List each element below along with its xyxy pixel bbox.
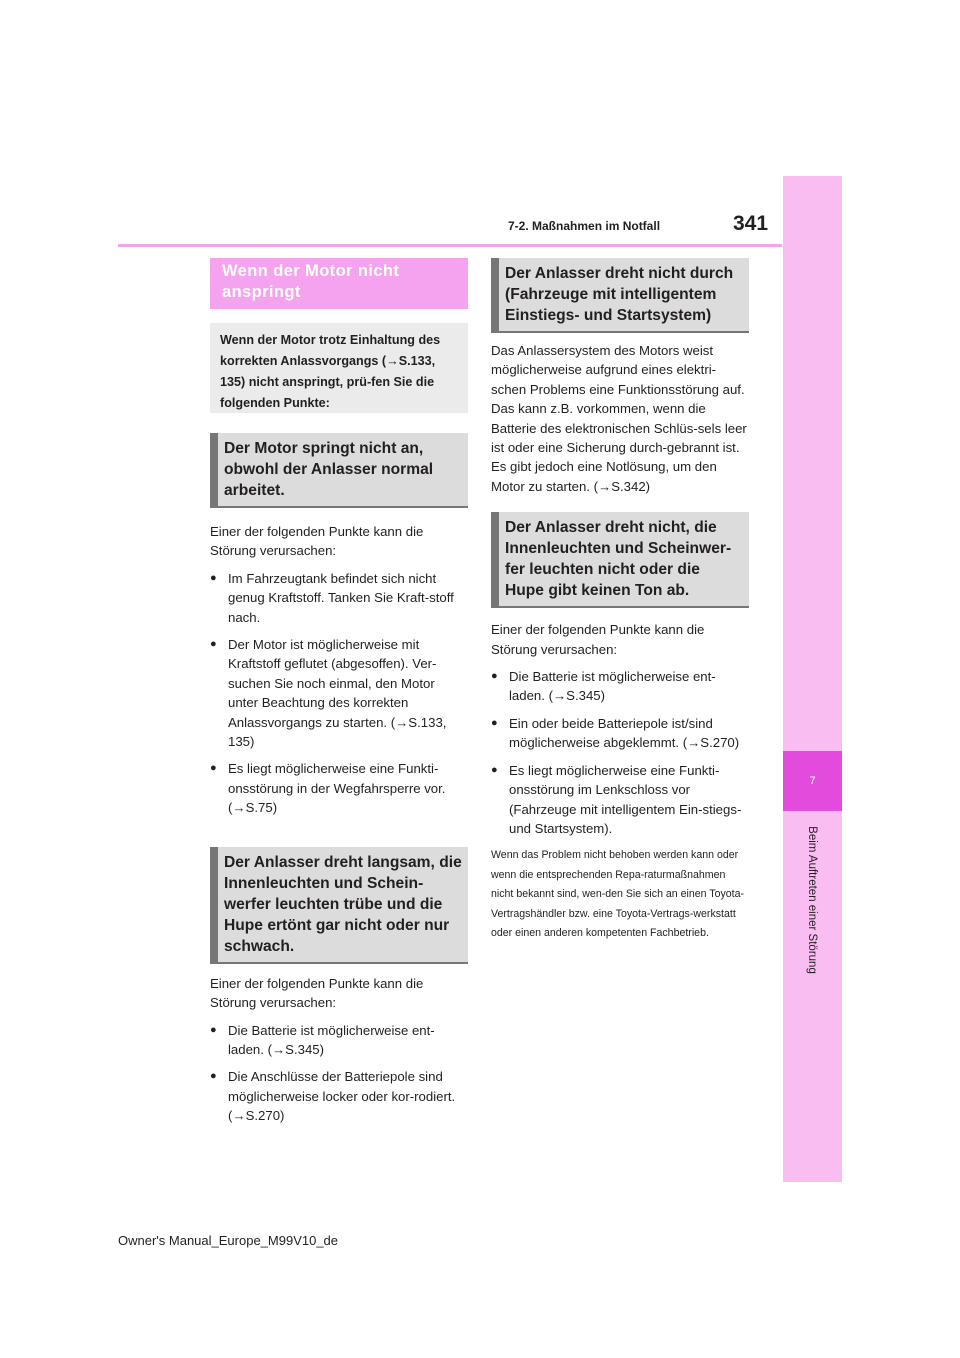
dealer-note: Wenn das Problem nicht behoben werden kann oder wenn die entsprechenden Repa-raturmaßnahmen nicht bekannt sind, wen-den Sie sich an einen Toyota-Vertragshändler bzw. eine Toyota-Vertrags-werkstatt oder einen anderen kompetenten Fachbetrieb. [491, 849, 745, 940]
list-item: ● Der Motor ist möglicherweise mit Kraftstoff geflutet (abgesoffen). Ver-suchen Sie noch einmal, den Motor unter Beachtung des korrekten Anlassvorgangs zu starten. (→S.133, 135) [210, 635, 468, 751]
list-item: ● Ein oder beide Batteriepole ist/sind möglicherweise abgeklemmt. (→S.270) [491, 714, 749, 753]
footer-text: Owner's Manual_Europe_M99V10_de [118, 1233, 339, 1248]
chapter-number-badge: 7 [783, 751, 842, 811]
intro-box: Wenn der Motor trotz Einhaltung des korrekten Anlassvorgangs (→S.133, 135) nicht anspringt, prü-fen Sie die folgenden Punkte: [210, 323, 468, 413]
list-item: ● Die Batterie ist möglicherweise ent-laden. (→S.345) [491, 667, 749, 706]
page-number: 341 [733, 212, 769, 235]
chapter-title: Beim Auftreten einer Störung [806, 826, 818, 974]
section-heading-starter-no-turn-smart: Der Anlasser dreht nicht durch (Fahrzeuge mit intelligentem Einstiegs- und Startsystem) [491, 258, 749, 333]
section-lead: Einer der folgenden Punkte kann die Störung verursachen: [210, 524, 424, 559]
section-header: 7-2. Maßnahmen im Notfall [508, 219, 661, 233]
right-column [491, 258, 749, 944]
list-item: ● Die Anschlüsse der Batteriepole sind möglicherweise locker oder kor-rodiert. (→S.270) [210, 1067, 468, 1125]
section-heading-starter-slow: Der Anlasser dreht langsam, die Innenleuchten und Schein-werfer leuchten trübe und die Hupe ertönt gar nicht oder nur schwach. [210, 847, 468, 964]
chapter-side-tab [783, 176, 842, 1182]
section-body: Das Anlassersystem des Motors weist möglicherweise aufgrund eines elektri-schen Problems eine Funktionsstörung auf. Das kann z.B. vorkommen, wenn die Batterie des elektronischen Schlüs-sels leer ist oder eine Sicherung durch-gebrannt ist. Es gibt jedoch eine Notlösung, um den Motor zu starten. (→S.342) [491, 343, 747, 494]
cause-list [491, 667, 749, 838]
cause-list [210, 569, 468, 818]
section-heading-starter-no-turn-lights-off: Der Anlasser dreht nicht, die Innenleuchten und Scheinwer-fer leuchten nicht oder die Hupe gibt keinen Ton ab. [491, 512, 749, 608]
section-lead: Einer der folgenden Punkte kann die Störung verursachen: [491, 622, 705, 657]
cause-list [210, 1021, 468, 1126]
list-item: ● Es liegt möglicherweise eine Funkti-onsstörung im Lenkschloss vor (Fahrzeuge mit intelligentem Ein-stiegs- und Startsystem). [491, 761, 749, 839]
section-heading-engine-no-start: Der Motor springt nicht an, obwohl der Anlasser normal arbeitet. [210, 433, 468, 508]
list-item: ● Im Fahrzeugtank befindet sich nicht genug Kraftstoff. Tanken Sie Kraft-stoff nach. [210, 569, 468, 627]
main-heading: Wenn der Motor nicht anspringt [210, 258, 468, 309]
list-item: ● Es liegt möglicherweise eine Funkti-onsstörung in der Wegfahrsperre vor. (→S.75) [210, 759, 468, 817]
header-rule [118, 244, 782, 247]
section-lead: Einer der folgenden Punkte kann die Störung verursachen: [210, 975, 424, 1011]
left-column [210, 258, 468, 1126]
list-item: ● Die Batterie ist möglicherweise ent-laden. (→S.345) [210, 1021, 468, 1060]
